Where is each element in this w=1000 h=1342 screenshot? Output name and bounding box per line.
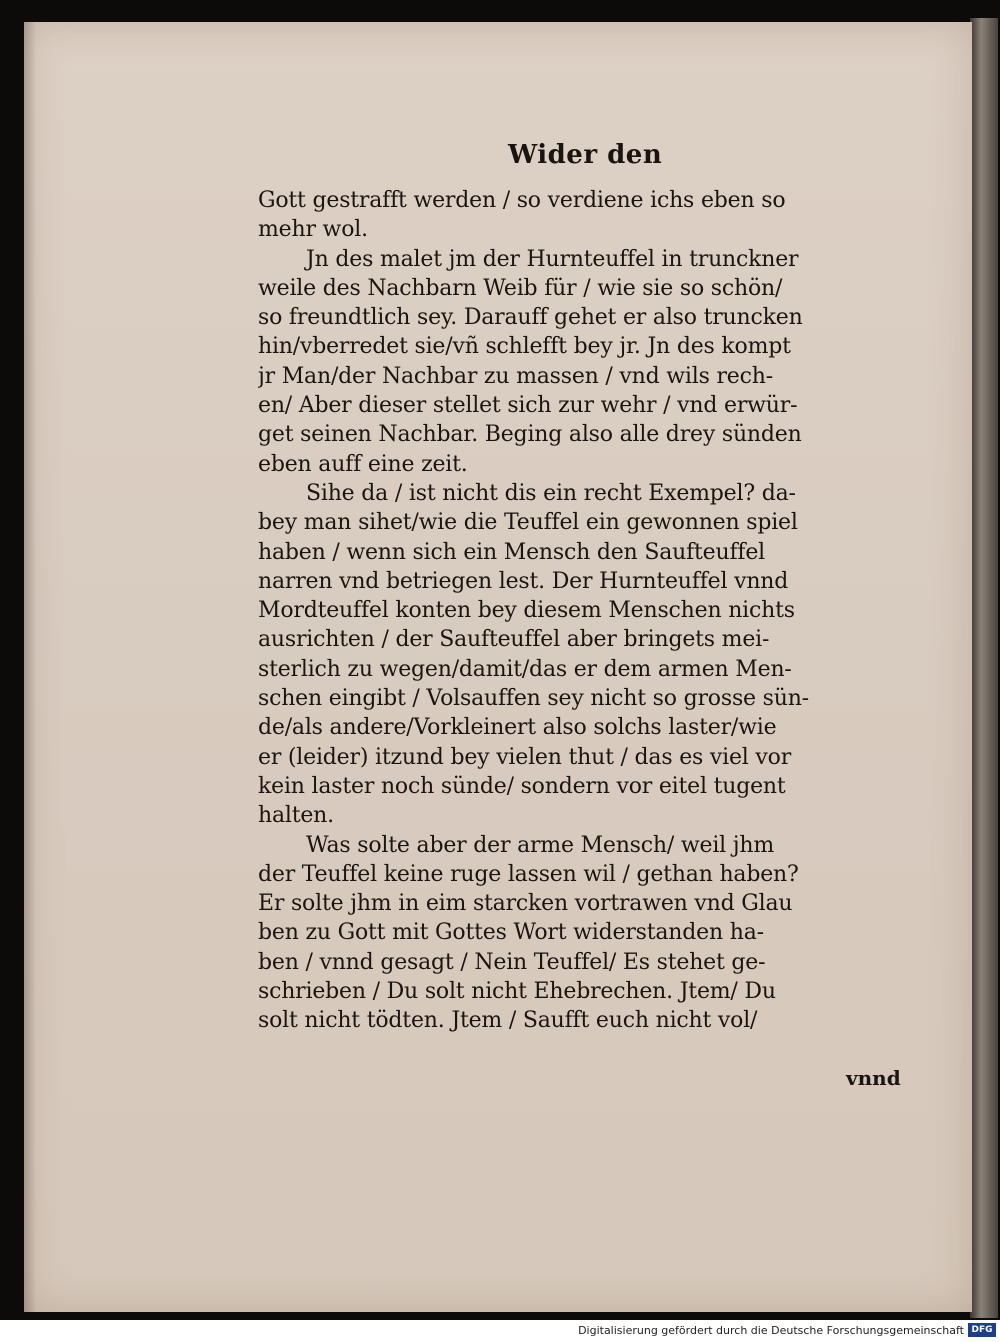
dfg-logo: DFG — [968, 1323, 996, 1337]
text-line: de/als andere/Vorkleinert also solchs laster/wie — [258, 715, 777, 741]
text-line: kein laster noch sünde/ sondern vor eitel tugent — [258, 773, 786, 799]
text-line: halten. — [258, 803, 334, 829]
text-line: der Teuffel keine ruge lassen wil / gethan haben? — [258, 861, 799, 887]
text-line: ausrichten / der Saufteuffel aber bringets mei- — [258, 627, 770, 653]
text-line: Er solte jhm in eim starcken vortrawen vnd Glau — [258, 891, 793, 917]
catchword: vnnd — [846, 1066, 901, 1090]
text-line: mehr wol. — [258, 217, 368, 243]
text-line: eben auff eine zeit. — [258, 451, 468, 477]
text-line: Jn des malet jm der Hurnteuffel in trunckner — [306, 246, 799, 272]
footer-credit: Digitalisierung gefördert durch die Deutsche Forschungsgemeinschaft — [578, 1324, 964, 1337]
footer-bar — [0, 1320, 1000, 1342]
text-line: Sihe da / ist nicht dis ein recht Exempel? da- — [306, 480, 796, 506]
text-line: Was solte aber der arme Mensch/ weil jhm — [306, 832, 775, 858]
text-line: haben / wenn sich ein Mensch den Saufteuffel — [258, 539, 765, 565]
running-head: Wider den — [508, 140, 663, 170]
text-line: sterlich zu wegen/damit/das er dem armen Men- — [258, 656, 792, 682]
text-line: er (leider) itzund bey vielen thut / das es viel vor — [258, 744, 792, 770]
text-line: schen eingibt / Volsauffen sey nicht so grosse sün- — [258, 686, 809, 712]
text-block — [258, 186, 908, 1036]
text-line: bey man sihet/wie die Teuffel ein gewonnen spiel — [258, 510, 798, 536]
text-line: ben / vnnd gesagt / Nein Teuffel/ Es stehet ge- — [258, 949, 766, 975]
text-line: en/ Aber dieser stellet sich zur wehr / vnd erwür- — [258, 393, 798, 419]
text-line: get seinen Nachbar. Beging also alle drey sünden — [258, 422, 802, 448]
page-gutter-shadow — [24, 22, 36, 1312]
text-line: so freundtlich sey. Darauff gehet er also truncken — [258, 305, 803, 331]
text-line: Gott gestrafft werden / so verdiene ichs eben so — [258, 188, 786, 213]
text-line: narren vnd betriegen lest. Der Hurnteuffel vnnd — [258, 568, 789, 594]
text-line: hin/vberredet sie/vñ schlefft bey jr. Jn des kompt — [258, 334, 791, 360]
text-line: schrieben / Du solt nicht Ehebrechen. Jtem/ Du — [258, 979, 776, 1005]
text-line: jr Man/der Nachbar zu massen / vnd wils rech- — [258, 363, 773, 389]
text-line: Mordteuffel konten bey diesem Menschen nichts — [258, 598, 795, 624]
text-line: ben zu Gott mit Gottes Wort widerstanden ha- — [258, 920, 764, 946]
text-line: solt nicht tödten. Jtem / Saufft euch nicht vol/ — [258, 1008, 758, 1034]
text-line: weile des Nachbarn Weib für / wie sie so schön/ — [258, 275, 783, 301]
book-edge — [970, 18, 998, 1318]
